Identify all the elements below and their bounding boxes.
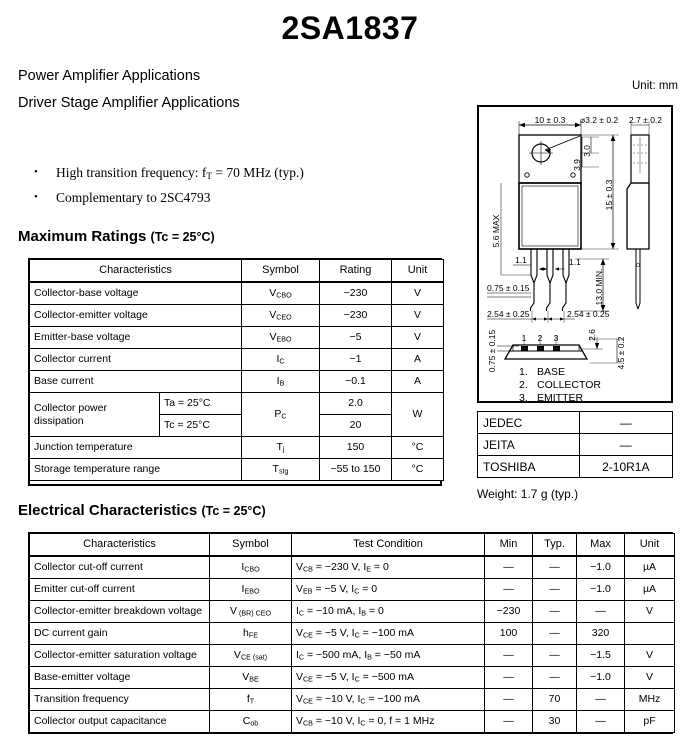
cell-symbol: $T_j$ <box>242 437 320 459</box>
cell-max: — <box>577 711 625 733</box>
maximum-ratings-heading <box>18 228 215 245</box>
table-row <box>30 601 675 623</box>
cell-rating: −55 to 150 <box>320 459 392 481</box>
pin-legend-name: BASE <box>537 366 566 378</box>
cell-typ: — <box>533 667 577 689</box>
cell-symbol: $P_C$ <box>242 393 320 437</box>
cell-org: JEDEC <box>478 412 580 434</box>
table-row <box>30 556 675 579</box>
cell-test-condition: $I_C = -10$ mA, $I_B = 0$ <box>292 601 485 623</box>
col-symbol: Symbol <box>242 260 320 283</box>
electrical-characteristics-table <box>29 533 675 733</box>
cell-rating: −0.1 <box>320 371 392 393</box>
col-unit: Unit <box>625 534 675 557</box>
cell-characteristic: Collector output capacitance <box>30 711 210 733</box>
dim-lead-left: 1.1 <box>515 255 527 265</box>
dim-pitch-left: 2.54 ± 0.25 <box>487 309 530 319</box>
table-row <box>30 623 675 645</box>
cell-test-condition: $V_{CE} = -5$ V, $I_C = -500$ mA <box>292 667 485 689</box>
col-test-condition: Test Condition <box>292 534 485 557</box>
cell-min: — <box>485 579 533 601</box>
cell-characteristic: Collector power dissipation <box>30 393 160 437</box>
cell-max: — <box>577 689 625 711</box>
pin-legend-name: COLLECTOR <box>537 379 601 391</box>
cell-min: — <box>485 667 533 689</box>
cell-unit: V <box>392 327 444 349</box>
cell-org: JEITA <box>478 434 580 456</box>
cell-characteristic: Collector-emitter voltage <box>30 305 242 327</box>
maximum-ratings-table-frame <box>28 258 442 486</box>
cell-test-condition: $V_{CB} = -10$ V, $I_C = 0$, f = 1 MHz <box>292 711 485 733</box>
col-max: Max <box>577 534 625 557</box>
dim-lead-right: 1.1 <box>569 257 581 267</box>
dim-foot-offset: 2.6 <box>587 329 597 341</box>
dim-tab-thickness: 5.6 MAX <box>491 214 501 248</box>
package-outline-drawing <box>477 105 673 403</box>
feature-text: High transition frequency: $f_T = 70$ MHz (typ.) <box>56 165 304 182</box>
table-row <box>30 579 675 601</box>
cell-symbol: $I_{CBO}$ <box>210 556 292 579</box>
pin-legend-name: EMITTER <box>537 392 584 401</box>
pin-legend <box>519 366 601 401</box>
pin-number-3: 3 <box>553 333 559 343</box>
cell-unit: V <box>625 645 675 667</box>
package-id-row <box>478 456 673 478</box>
cell-test-condition: $I_C = -500$ mA, $I_B = -50$ mA <box>292 645 485 667</box>
dim-width-top: 10 ± 0.3 <box>534 115 566 125</box>
cell-max: — <box>577 601 625 623</box>
cell-unit: V <box>625 667 675 689</box>
cell-unit: A <box>392 371 444 393</box>
dim-lead-thickness: 0.75 ± 0.15 <box>487 283 530 293</box>
table-row <box>30 645 675 667</box>
cell-rating: −5 <box>320 327 392 349</box>
cell-characteristic: Transition frequency <box>30 689 210 711</box>
cell-typ: — <box>533 556 577 579</box>
cell-max: −1.0 <box>577 667 625 689</box>
dim-pitch-right: 2.54 ± 0.25 <box>567 309 610 319</box>
feature-list <box>30 162 450 208</box>
electrical-characteristics-heading-text: Electrical Characteristics <box>18 502 198 519</box>
maximum-ratings-heading-condition: (Tc = 25°C) <box>150 230 215 244</box>
pin-number-2: 2 <box>537 333 543 343</box>
cell-symbol: $C_{ob}$ <box>210 711 292 733</box>
electrical-characteristics-heading-condition: (Tc = 25°C) <box>201 504 266 518</box>
cell-typ: — <box>533 601 577 623</box>
cell-characteristic: Base current <box>30 371 242 393</box>
feature-item <box>30 162 450 187</box>
application-line-2: Driver Stage Amplifier Applications <box>18 95 240 111</box>
cell-unit <box>625 623 675 645</box>
cell-unit: W <box>392 393 444 437</box>
cell-unit: pF <box>625 711 675 733</box>
col-unit: Unit <box>392 260 444 283</box>
maximum-ratings-table <box>29 259 444 481</box>
cell-sub-condition: Ta = 25°C <box>160 393 242 415</box>
cell-typ: — <box>533 645 577 667</box>
cell-rating: −1 <box>320 349 392 371</box>
dim-thickness: 2.7 ± 0.2 <box>629 115 663 125</box>
package-id-row <box>478 434 673 456</box>
cell-unit: °C <box>392 437 444 459</box>
pin-legend-number: 3. <box>519 392 528 401</box>
cell-rating: 150 <box>320 437 392 459</box>
cell-typ: — <box>533 579 577 601</box>
table-header-row <box>30 534 675 557</box>
cell-value: — <box>579 434 672 456</box>
cell-symbol: $h_{FE}$ <box>210 623 292 645</box>
cell-typ: 30 <box>533 711 577 733</box>
table-row <box>30 667 675 689</box>
cell-symbol: $I_C$ <box>242 349 320 371</box>
table-row <box>30 711 675 733</box>
maximum-ratings-heading-text: Maximum Ratings <box>18 228 147 245</box>
table-row <box>30 349 444 371</box>
dim-body-height: 15 ± 0.3 <box>604 179 614 211</box>
cell-rating: 2.0 <box>320 393 392 415</box>
cell-unit: A <box>392 349 444 371</box>
cell-max: −1.5 <box>577 645 625 667</box>
electrical-characteristics-table-frame <box>28 532 673 734</box>
cell-unit: V <box>392 282 444 305</box>
dim-foot-thickness: 0.75 ± 0.15 <box>487 329 497 373</box>
cell-rating: −230 <box>320 305 392 327</box>
cell-characteristic: DC current gain <box>30 623 210 645</box>
table-row <box>30 459 444 481</box>
cell-characteristic: Collector current <box>30 349 242 371</box>
cell-org: TOSHIBA <box>478 456 580 478</box>
cell-rating: −230 <box>320 282 392 305</box>
page-title: 2SA1837 <box>281 10 419 46</box>
cell-min: — <box>485 711 533 733</box>
cell-max: −1.0 <box>577 579 625 601</box>
cell-min: — <box>485 556 533 579</box>
weight-note: Weight: 1.7 g (typ.) <box>477 487 579 501</box>
cell-characteristic: Collector-base voltage <box>30 282 242 305</box>
pin-legend-number: 1. <box>519 366 528 378</box>
cell-symbol: $V_{CE (sat)}$ <box>210 645 292 667</box>
cell-characteristic: Collector-emitter saturation voltage <box>30 645 210 667</box>
col-rating: Rating <box>320 260 392 283</box>
cell-characteristic: Collector-emitter breakdown voltage <box>30 601 210 623</box>
cell-symbol: $V_{CBO}$ <box>242 282 320 305</box>
cell-symbol: $f_T$ <box>210 689 292 711</box>
cell-test-condition: $V_{CB} = -230$ V, $I_E = 0$ <box>292 556 485 579</box>
application-line-1: Power Amplifier Applications <box>18 68 201 84</box>
col-characteristics: Characteristics <box>30 260 242 283</box>
feature-item <box>30 187 450 208</box>
cell-symbol: $I_B$ <box>242 371 320 393</box>
cell-characteristic: Collector cut-off current <box>30 556 210 579</box>
package-drawing-svg <box>479 107 671 401</box>
cell-symbol: V $_{(BR) CEO}$ <box>210 601 292 623</box>
table-row <box>30 371 444 393</box>
cell-min: — <box>485 689 533 711</box>
table-row <box>30 689 675 711</box>
unit-label: Unit: mm <box>632 80 678 92</box>
table-row <box>30 327 444 349</box>
dim-hole-y2: 3.9 <box>572 159 582 171</box>
table-row <box>30 282 444 305</box>
bullet-icon: • <box>34 191 38 204</box>
electrical-characteristics-heading <box>18 502 266 519</box>
cell-symbol: $I_{EBO}$ <box>210 579 292 601</box>
cell-unit: V <box>392 305 444 327</box>
cell-unit: µA <box>625 579 675 601</box>
cell-characteristic: Emitter-base voltage <box>30 327 242 349</box>
dim-hole-dia: ⌀3.2 ± 0.2 <box>580 115 619 125</box>
cell-value: 2-10R1A <box>579 456 672 478</box>
cell-unit: V <box>625 601 675 623</box>
cell-sub-condition: Tc = 25°C <box>160 415 242 437</box>
pin-number-1: 1 <box>521 333 527 343</box>
cell-test-condition: $V_{CE} = -5$ V, $I_C = -100$ mA <box>292 623 485 645</box>
table-row <box>30 437 444 459</box>
cell-rating: 20 <box>320 415 392 437</box>
cell-test-condition: $V_{CE} = -10$ V, $I_C = -100$ mA <box>292 689 485 711</box>
bullet-icon: • <box>34 166 38 178</box>
cell-symbol: $V_{BE}$ <box>210 667 292 689</box>
dim-lead-length: 13.0 MIN. <box>594 268 604 306</box>
cell-max: 320 <box>577 623 625 645</box>
col-characteristics: Characteristics <box>30 534 210 557</box>
cell-unit: °C <box>392 459 444 481</box>
cell-test-condition: $V_{EB} = -5$ V, $I_C = 0$ <box>292 579 485 601</box>
cell-unit: µA <box>625 556 675 579</box>
cell-symbol: $V_{CEO}$ <box>242 305 320 327</box>
cell-min: — <box>485 645 533 667</box>
package-id-table <box>477 411 673 478</box>
cell-min: −230 <box>485 601 533 623</box>
cell-characteristic: Junction temperature <box>30 437 242 459</box>
table-header-row <box>30 260 444 283</box>
cell-symbol: $T_{stg}$ <box>242 459 320 481</box>
cell-characteristic: Storage temperature range <box>30 459 242 481</box>
col-min: Min <box>485 534 533 557</box>
table-row <box>30 305 444 327</box>
cell-characteristic: Emitter cut-off current <box>30 579 210 601</box>
dim-foot-height: 4.5 ± 0.2 <box>616 336 626 370</box>
cell-value: — <box>579 412 672 434</box>
cell-typ: 70 <box>533 689 577 711</box>
dim-hole-y1: 3.0 <box>582 145 592 157</box>
cell-typ: — <box>533 623 577 645</box>
cell-min: 100 <box>485 623 533 645</box>
cell-characteristic: Base-emitter voltage <box>30 667 210 689</box>
pin-legend-number: 2. <box>519 379 528 391</box>
col-symbol: Symbol <box>210 534 292 557</box>
feature-text: Complementary to 2SC4793 <box>56 190 211 206</box>
cell-unit: MHz <box>625 689 675 711</box>
cell-max: −1.0 <box>577 556 625 579</box>
table-row <box>30 393 444 415</box>
col-typ: Typ. <box>533 534 577 557</box>
package-id-row <box>478 412 673 434</box>
cell-symbol: $V_{EBO}$ <box>242 327 320 349</box>
